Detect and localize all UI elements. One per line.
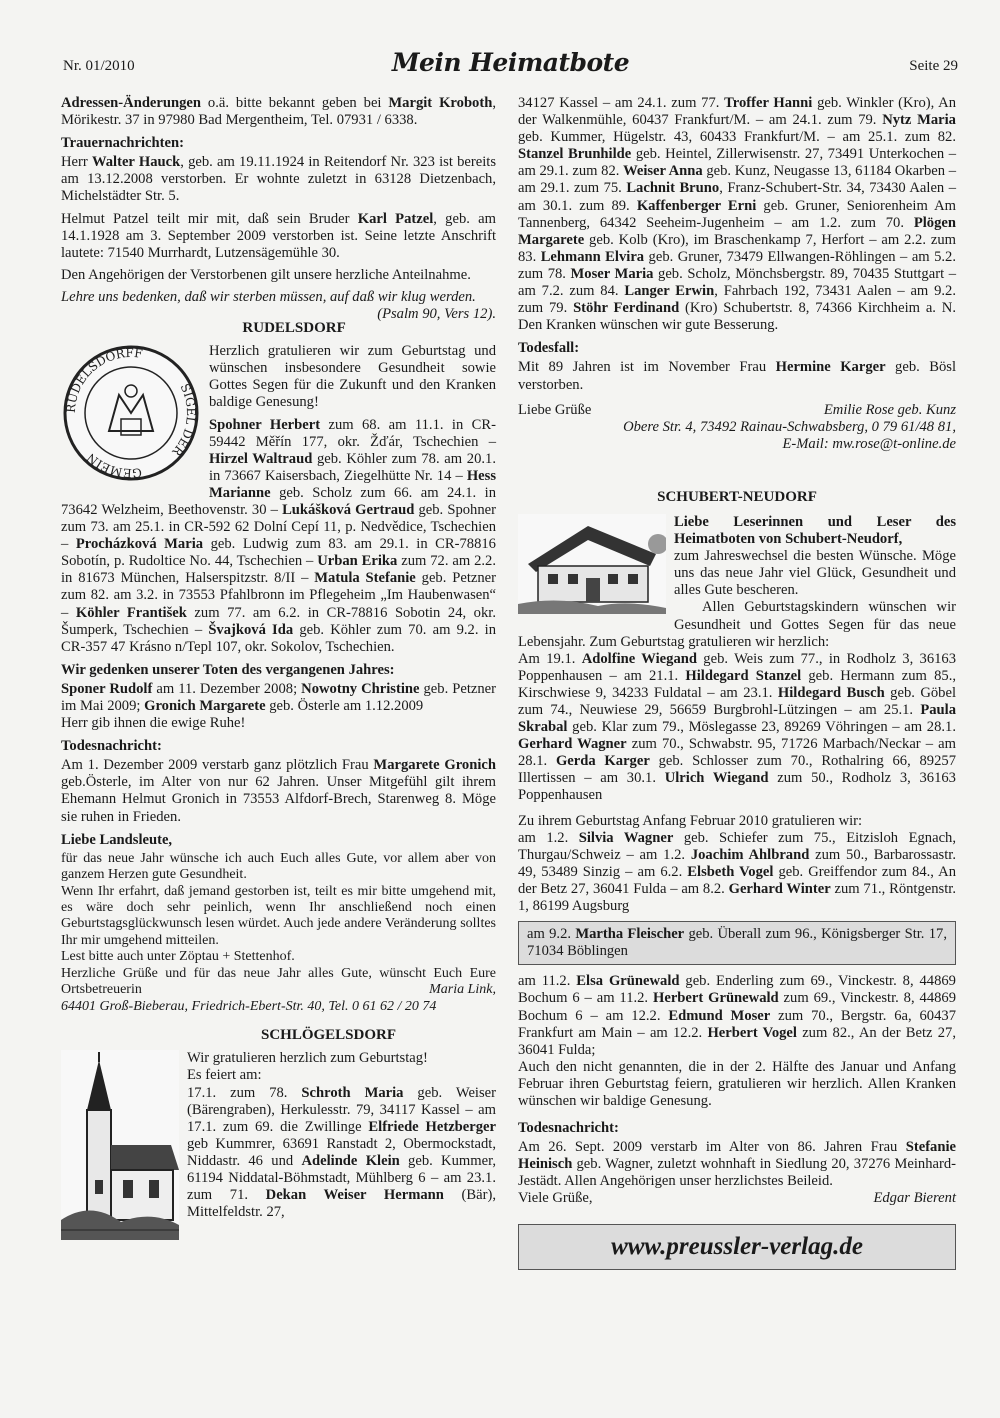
- right-column: [518, 95, 956, 1270]
- left-column: [61, 95, 496, 1244]
- trauer-item: Herr Walter Hauck, geb. am 19.11.1924 in Reitendorf Nr. 323 ist bereits am 13.12.2008 verstorben. Er wohnte zuletzt in 63128 Dietzenbach, Michelstädter Str. 5.: [61, 154, 496, 205]
- memorial-list: Sponer Rudolf am 11. Dezember 2008; Nowotny Christine geb. Petzner im Mai 2009; Gronich Margarete geb. Österle am 1.12.2009: [61, 680, 497, 714]
- schubert-signature: Viele Grüße, Edgar Bierent: [518, 1190, 956, 1207]
- landsleute-heading: Liebe Landsleute,: [61, 831, 173, 848]
- todesfall-text: Mit 89 Jahren ist im November Frau Hermine Karger geb. Bösl verstorben.: [518, 359, 957, 393]
- letter-signature: Maria Link,: [429, 982, 496, 998]
- schloegelsdorf-birthdays: 17.1. zum 78. Schroth Maria geb. Weiser (Bärengraben), Herkulesstr. 79, 34117 Kassel – am 17.1. zum 69. die Zwillinge Elfriede Hetzberger geb Kummrer, 63691 Ranstadt 2, Obermockstadt, Niddastr. 46 und Adelinde Klein geb. Kummer, 61194 Niddatal-Böhmstadt, Mühlberg 6 – am 23.1. zum 71. Dekan Weiser Hermann (Bär), Mittelfeldstr. 27,: [187, 1084, 497, 1221]
- page-number: Seite 29: [909, 58, 958, 74]
- town-seal-image: [61, 343, 201, 483]
- schubert-january-birthdays: Am 19.1. Adolfine Wiegand geb. Weis zum 77., in Rodholz 3, 36163 Poppenhausen – am 21.1. Hildegard Stanzel geb. Hermann zum 85., Kirschwiese 9, 34233 Fuldatal – am 23.1. Hildegard Busch geb. Göbel zum 74., Neuwiese 29, 56659 Burgbrohl-Lützingen – am 25.1. Paula Skrabal geb. Klar zum 79., Möslegasse 23, 89269 Vöhringen – am 28.1. Gerhard Wagner zum 70., Schwabstr. 95, 71726 Marbach/Neckar – am 28.1. Gerda Karger geb. Schlosser zum 70., Rothalring 66, 89257 Illertissen – am 30.1. Ulrich Wiegand zum 50., Rodholz 3, 36163 Poppenhausen: [518, 650, 957, 804]
- trauer-item: Helmut Patzel teilt mir mit, daß sein Bruder Karl Patzel, geb. am 14.1.1928 am 3. September 2009 verstorben ist. Seine letzte Anschrift lautete: 71540 Murrhardt, Lutzensägemühle 30.: [61, 210, 496, 261]
- schubert-birthday-intro: Allen Geburtstagskindern wünschen wir Gesundheit und Gottes Segen für das neue Lebensjahr. Zum Geburtstag gratulieren wir herzlich:: [518, 599, 956, 650]
- trauer-heading: Trauernachrichten:: [61, 135, 184, 152]
- svg-text:RUDELSDORFF: RUDELSDORFF: [63, 346, 144, 414]
- schloegelsdorf-section: [61, 1050, 496, 1221]
- highlight-birthday-box: am 9.2. Martha Fleischer geb. Überall zum 96., Königsberger Str. 17, 71034 Böblingen: [518, 921, 956, 965]
- schloegelsdorf-greeting: Wir gratulieren herzlich zum Geburtstag!: [187, 1050, 428, 1067]
- psalm-quote: Lehre uns bedenken, daß wir sterben müssen, auf daß wir klug werden. (Psalm 90, Vers 12).: [61, 288, 496, 323]
- schubert-neudorf-title: SCHUBERT-NEUDORF: [657, 488, 817, 505]
- rudelsdorf-greeting: Herzlich gratulieren wir zum Geburtstag und wünschen insbesondere Gesundheit sowie Gottes Segen für die Zukunft und den Kranken baldige Genesung!: [209, 343, 496, 411]
- masthead-title: Mein Heimatbote: [391, 48, 630, 77]
- rudelsdorf-birthdays: Spohner Herbert zum 68. am 11.1. in CR-59442 Měřín 177, okr. Žďár, Tschechien – Hirzel Waltraud geb. Köhler zum 78. am 20.1. in 73667 Kaisersbach, Ziegelhütte Nr. 14 – Hess Marianne geb. Scholz zum 66. am 24.1. in 73642 Welzheim, Beethovenstr. 30 – Lukášková Gertraud geb. Spohner zum 73. am 25.1. in CR-592 62 Dolní Cepí 11, p. Nedvědice, Tschechien – Procházková Maria geb. Ludwig zum 83. am 29.1. in CR-78816 Sobotín, p. Rudoltice No. 44, Tschechien – Urban Erika zum 72. am 2.2. in 81673 München, Halserspitzstr. 8/II – Matula Stefanie geb. Petzner zum 82. am 3.2. in 73553 Pfahlbronn im Pflegeheim „Im Haubenwasen“ – Köhler František zum 77. am 6.2. in CR-78816 Sobotin 24, okr. Šumperk, Tschechien – Švajková Ida geb. Köhler zum 70. am 9.2. in CR-357 47 Krásno n/Tepl 107, okr. Sokolov, Tschechien.: [61, 416, 497, 655]
- address-notice: Adressen-Änderungen o.ä. bitte bekannt geben bei Margit Kroboth, Mörikestr. 37 in 97980 Bad Mergentheim, Tel. 07931 / 6338.: [61, 95, 496, 129]
- schubert-greeting-heading: Liebe Leserinnen und Leser des Heimatboten von Schubert-Neudorf,: [674, 513, 956, 548]
- unnamed-birthdays-note: Auch den nicht genannten, die in der 2. Hälfte des Januar und Anfang Februar ihren Geburtstag feiern, gratulieren wir herzlich. Allen Kranken wünschen wir baldige Genesung.: [518, 1058, 956, 1109]
- letter-address: 64401 Groß-Bieberau, Friedrich-Ebert-Str. 40, Tel. 0 61 62 / 20 74: [61, 998, 437, 1014]
- death-notice-heading: Todesnachricht:: [61, 738, 162, 755]
- todesfall-heading: Todesfall:: [518, 340, 580, 357]
- svg-text:SIGEL DER: SIGEL DER: [169, 381, 199, 459]
- death-notice-2-text: Am 26. Sept. 2009 verstarb im Alter von 86. Jahren Frau Stefanie Heinisch geb. Wagner, zuletzt wohnhaft in Siedlung 20, 37276 Meinhard-Jestädt. Allen Angehörigen unser herzlichstes Beileid.: [518, 1139, 956, 1190]
- death-notice-text: Am 1. Dezember 2009 verstarb ganz plötzlich Frau Margarete Gronich geb.Österle, im Alter von nur 62 Jahren. Unser Mitgefühl gilt ihrem Ehemann Helmut Gronich in 73553 Alfdorf-Brech, Starenweg 8. Möge sie ruhen in Frieden.: [61, 757, 496, 825]
- schloegelsdorf-subhead: Es feiert am:: [187, 1067, 262, 1084]
- landsleute-letter: für das neue Jahr wünsche ich auch Euch alles Gute, vor allem aber von ganzem Herzen gute Gesundheit. Wenn Ihr erfahrt, daß jemand gestorben ist, teilt es mir bitte umgehend mit, es wäre doch sehr peinlich, wenn Ihr anschließend noch einen Geburtstagsglückwunsch lesen würdet. Auch jede andere Veränderung solltes Ihr mir umgehend mitteilen. Lest bitte auch unter Zöptau + Stettenhof. Herzliche Grüße und für das neue Jahr alles Gute, wünscht Euch Eure Ortsbetreuerin Maria Link, 64401 Groß-Bieberau, Friedrich-Ebert-Str. 40, Tel. 0 61 62 / 20 74: [61, 850, 496, 1014]
- rudelsdorf-title: RUDELSDORF: [242, 320, 346, 337]
- schloegelsdorf-title: SCHLÖGELSDORF: [260, 1027, 397, 1044]
- condolence-text: Den Angehörigen der Verstorbenen gilt unsere herzliche Anteilnahme.: [61, 266, 471, 283]
- publisher-url[interactable]: www.preussler-verlag.de: [611, 1232, 863, 1260]
- farmhouse-image: [518, 514, 666, 614]
- issue-number: Nr. 01/2010: [63, 58, 135, 74]
- february-intro: Zu ihrem Geburtstag Anfang Februar 2010 gratulieren wir:: [518, 812, 863, 829]
- schubert-greeting-text: zum Jahreswechsel die besten Wünsche. Möge uns das neue Jahr viel Glück, Gesundheit und alles Gute bescheren.: [674, 548, 956, 599]
- mid-february-birthdays: am 11.2. Elsa Grünewald geb. Enderling zum 69., Vinckestr. 8, 44869 Bochum 6 – am 11.2. Herbert Grünewald zum 69., Vinckestr. 8, 44869 Bochum 6 – am 12.2. Edmund Moser zum 70., Bergstr. 6a, 60437 Frankfurt am Main – am 12.2. Herbert Vogel zum 82., An der Betz 27, 36041 Fulda;: [518, 973, 957, 1058]
- svg-text:GEMEIN: GEMEIN: [84, 450, 143, 481]
- rudelsdorf-section: [61, 343, 496, 656]
- rudelsdorf-birthdays-continued: 34127 Kassel – am 24.1. zum 77. Troffer Hanni geb. Winkler (Kro), An der Walkenmühle, 60437 Frankfurt/M. – am 24.1. zum 79. Nytz Maria geb. Kummer, Hügelstr. 43, 60433 Frankfurt/M. – am 25.1. zum 82. Stanzel Brunhilde geb. Heintel, Zillerwisenstr. 27, 73491 Unterkochen – am 29.1. zum 82. Weiser Anna geb. Kunz, Neugasse 13, 61184 Okarben – am 29.1. zum 75. Lachnit Bruno, Franz-Schubert-Str. 34, 73430 Aalen – am 30.1. zum 89. Kaffenberger Erni geb. Gruner, Seniorenheim Am Tannenberg, 64342 Seeheim-Jugenheim – am 1.2. zum 70. Plögen Margarete geb. Kolb (Kro), im Braschenkamp 7, Herfort – am 2.2. zum 83. Lehmann Elvira geb. Gruner, 73479 Ellwangen-Röhlingen – am 5.2. zum 78. Moser Maria geb. Scholz, Mönchsbergstr. 89, 70435 Stuttgart – am 7.2. zum 84. Langer Erwin, Fahrbach 192, 73431 Aalen – am 9.2. zum 79. Stöhr Ferdinand (Kro) Schubertstr. 8, 74366 Kirchheim a. N. Den Kranken wünschen wir gute Besserung.: [518, 95, 957, 334]
- church-image: [61, 1050, 179, 1240]
- memorial-heading: Wir gedenken unserer Toten des vergangenen Jahres:: [61, 661, 395, 678]
- memorial-prayer: Herr gib ihnen die ewige Ruhe!: [61, 715, 246, 732]
- publisher-url-box[interactable]: [518, 1224, 956, 1270]
- page-header: [63, 48, 958, 88]
- schubert-neudorf-section: [518, 514, 956, 805]
- death-notice-2-heading: Todesnachricht:: [518, 1120, 619, 1137]
- february-birthdays: am 1.2. Silvia Wagner geb. Schiefer zum 75., Eitzisloh Egnach, Thurgau/Schweiz – am 1.2. Joachim Ahlbrand zum 50., Barbarossastr. 49, 53489 Sinzig – am 6.2. Elsbeth Vogel geb. Greiffendor zum 84., An der Betz 27, 36041 Fulda – am 8.2. Gerhard Winter zum 71., Röntgenstr. 1, 86199 Augsburg: [518, 829, 956, 915]
- rudelsdorf-signature: Liebe Grüße Emilie Rose geb. Kunz Obere Str. 4, 73492 Rainau-Schwabsberg, 0 79 61/48 81, E-Mail: mw.rose@t-online.de: [518, 401, 956, 452]
